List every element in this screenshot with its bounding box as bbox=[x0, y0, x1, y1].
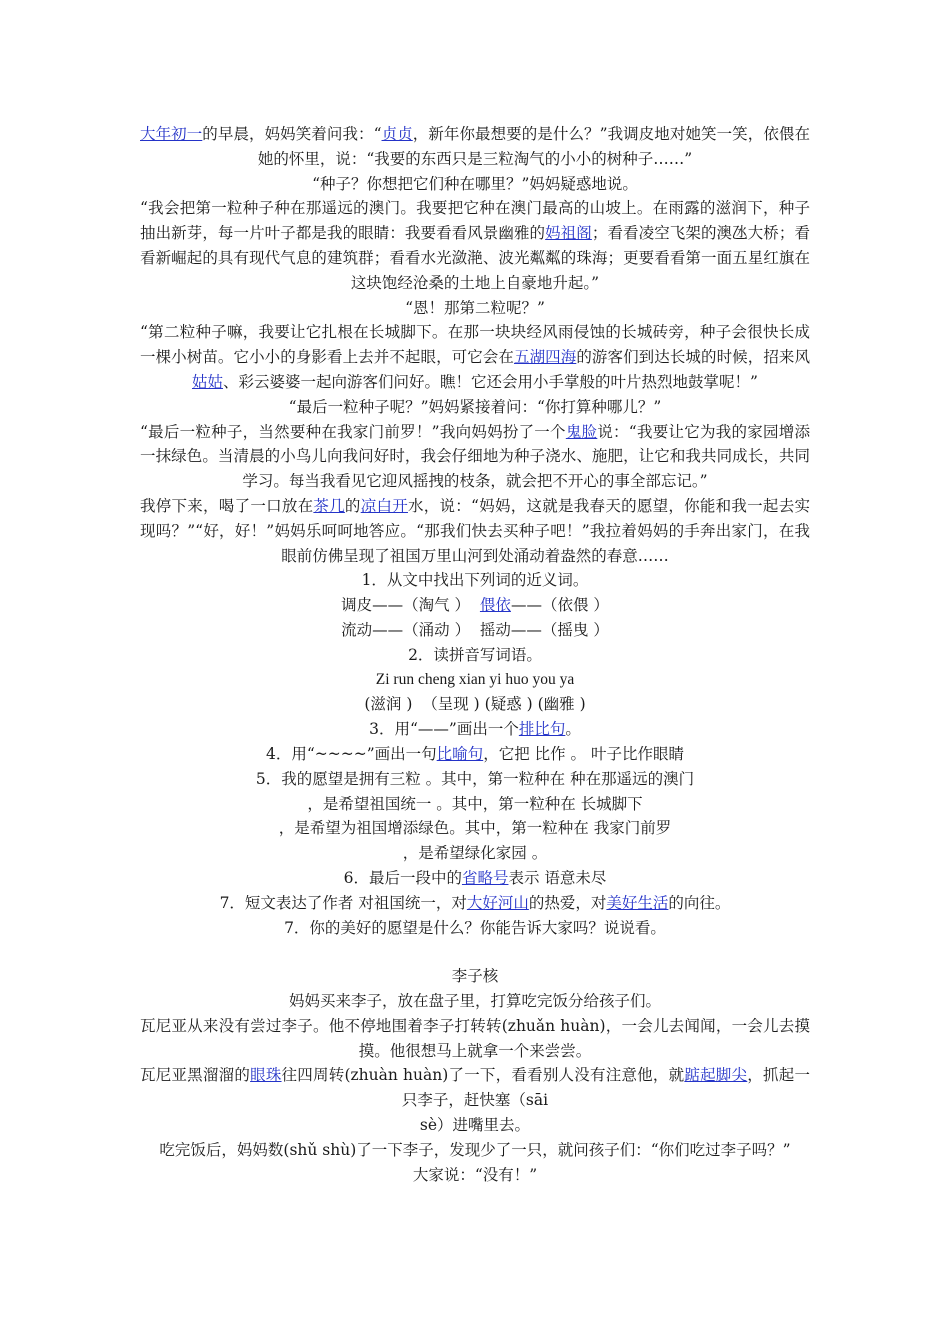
question-5-line-2: ，是希望祖国统一 。其中，第一粒种在 长城脚下 bbox=[307, 794, 643, 813]
paragraph-second-question: “恩！那第二粒呢？” bbox=[405, 298, 545, 317]
link-weiyi[interactable]: 偎依 bbox=[479, 596, 511, 615]
link-tiptoe[interactable]: 踮起脚尖 bbox=[684, 1066, 748, 1085]
link-gugu[interactable]: 姑姑 bbox=[192, 372, 224, 391]
story-paragraph-5: 大家说：“没有！” bbox=[412, 1165, 538, 1184]
link-new-year-day[interactable]: 大年初一 bbox=[140, 125, 203, 143]
question-7-your-wish: 7．你的美好的愿望是什么？你能告诉大家吗？说说看。 bbox=[284, 918, 666, 937]
story-title: 李子核 bbox=[451, 967, 499, 986]
paragraph-spring-wish: 我停下来，喝了一口放在茶几的凉白开水，说：“妈妈，这就是我春天的愿望，你能和我一起去实现吗？”“好，好！”妈妈乐呵呵地答应。“那我们快去买种子吧！”我拉着妈妈的手奔出家门，在我眼前仿佛呈现了祖国万里山河到处涌动着盎然的春意…… bbox=[140, 496, 810, 565]
link-tea-table[interactable]: 茶几 bbox=[313, 496, 345, 515]
question-1-answer-a: 调皮——（淘气 ） 偎依——（依偎 ） bbox=[341, 596, 609, 615]
question-1-answer-b: 流动——（涌动 ） 摇动——（摇曳 ） bbox=[341, 620, 609, 639]
paragraph-second-seed: “第二粒种子嘛，我要让它扎根在长城脚下。在那一块块经风雨侵蚀的长城砖旁，种子会很快长成一棵小树苗。它小小的身影看上去并不起眼，可它会在五湖四海的游客们到达长城的时候，招来风姑姑、彩云婆婆一起向游客们问好。瞧！它还会用小手掌般的叶片热烈地鼓掌呢！” bbox=[140, 323, 810, 391]
paragraph-new-year-morning: 大年初一的早晨，妈妈笑着问我：“贞贞，新年你最想要的是什么？”我调皮地对她笑一笑，依偎在她的怀里，说：“我要的东西只是三粒淘气的小小的树种子……” bbox=[140, 125, 810, 168]
link-mazu-temple[interactable]: 妈祖阁 bbox=[545, 224, 592, 243]
question-7: 7．短文表达了作者 对祖国统一，对大好河山的热爱，对美好生活的向往。 bbox=[219, 893, 731, 912]
question-4: 4．用“~~~~”画出一句比喻句，它把 比作 。 叶子比作眼睛 bbox=[266, 744, 684, 763]
link-parallelism[interactable]: 排比句 bbox=[518, 720, 566, 739]
story-paragraph-2: 瓦尼亚从来没有尝过李子。他不停地围着李子打转转(zhuǎn huàn)，一会儿去闻闻，一会儿去摸摸。他很想马上就拿一个来尝尝。 bbox=[140, 1016, 810, 1060]
story-paragraph-3-cont: sè）进嘴里去。 bbox=[419, 1116, 531, 1135]
question-5-line-1: 5．我的愿望是拥有三粒 。其中，第一粒种在 种在那遥远的澳门 bbox=[255, 769, 695, 788]
question-1: 1．从文中找出下列词的近义词。 bbox=[361, 571, 589, 590]
story-paragraph-1: 妈妈买来李子，放在盘子里，打算吃完饭分给孩子们。 bbox=[288, 992, 661, 1011]
question-2: 2．读拼音写词语。 bbox=[408, 645, 542, 664]
question-2-answer: (滋润 ) （呈现 ) (疑惑 ) (幽雅 ) bbox=[364, 695, 586, 714]
question-3: 3．用“——”画出一个排比句。 bbox=[369, 720, 581, 739]
question-5-line-3: ，是希望为祖国增添绿色。其中，第一粒种在 我家门前罗 bbox=[278, 819, 672, 838]
link-funny-face[interactable]: 鬼脸 bbox=[565, 422, 598, 441]
link-better-life[interactable]: 美好生活 bbox=[606, 893, 669, 912]
link-great-rivers-mountains[interactable]: 大好河山 bbox=[466, 893, 529, 912]
paragraph-last-seed: “最后一粒种子，当然要种在我家门前罗！”我向妈妈扮了一个鬼脸说：“我要让它为我的家园增添一抹绿色。当清晨的小鸟儿向我问好时，我会仔细地为种子浇水、施肥，让它和我共同成长，共同学习。每当我看见它迎风摇拽的枝条，就会把不开心的事全部忘记。” bbox=[140, 422, 810, 491]
question-2-pinyin: Zi run cheng xian yi huo you ya bbox=[375, 670, 575, 688]
link-metaphor[interactable]: 比喻句 bbox=[436, 744, 484, 763]
paragraph-last-question: “最后一粒种子呢？”妈妈紧接着问：“你打算种哪儿？” bbox=[288, 397, 662, 416]
link-zhenzhen[interactable]: 贞贞 bbox=[381, 125, 413, 143]
paragraph-first-seed: “我会把第一粒种子种在那遥远的澳门。我要把它种在澳门最高的山坡上。在雨露的滋润下，种子抽出新芽，每一片叶子都是我的眼睛：我要看看风景幽雅的妈祖阁；看看凌空飞架的澳氹大桥；看看新崛起的具有现代气息的建筑群；看看水光潋滟、波光粼粼的珠海；更要看看第一面五星红旗在这块饱经沧桑的土地上自豪地升起。” bbox=[140, 199, 810, 292]
question-6: 6．最后一段中的省略号表示 语意未尽 bbox=[343, 868, 607, 887]
document-page bbox=[140, 122, 810, 1187]
story-paragraph-3: 瓦尼亚黑溜溜的眼珠往四周转(zhuàn huàn)了一下，看看别人没有注意他，就踮起脚尖，抓起一只李子，赶快塞（sāi bbox=[140, 1066, 810, 1110]
link-cool-water[interactable]: 凉白开 bbox=[360, 496, 408, 515]
question-5-line-4: ，是希望绿化家园 。 bbox=[402, 844, 548, 863]
link-ellipsis[interactable]: 省略号 bbox=[461, 868, 509, 887]
blank-line bbox=[140, 940, 810, 964]
paragraph-mother-question: “种子？你想把它们种在哪里？”妈妈疑惑地说。 bbox=[312, 174, 638, 193]
link-wuhu-sihai[interactable]: 五湖四海 bbox=[513, 348, 577, 367]
story-paragraph-4: 吃完饭后，妈妈数(shǔ shù)了一下李子，发现少了一只，就问孩子们：“你们吃过李子吗？” bbox=[159, 1140, 791, 1159]
link-eyeball[interactable]: 眼珠 bbox=[250, 1066, 282, 1085]
